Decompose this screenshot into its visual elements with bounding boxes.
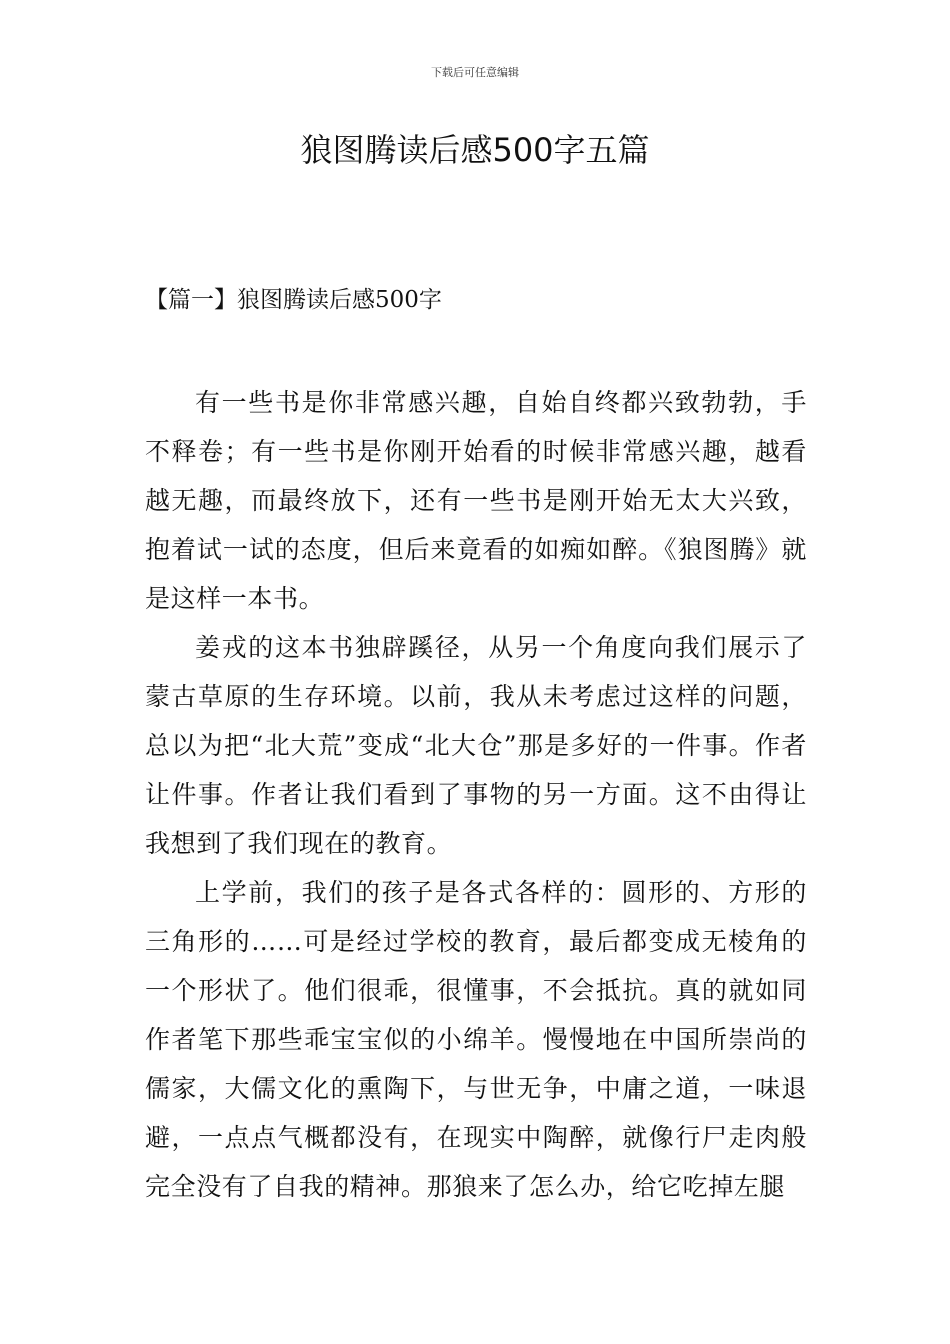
paragraph: 上学前，我们的孩子是各式各样的：圆形的、方形的三角形的……可是经过学校的教育，最后都变成无棱角的一个形状了。他们很乖，很懂事，不会抵抗。真的就如同作者笔下那些乖宝宝似的小绵羊。慢慢地在中国所崇尚的儒家，大儒文化的熏陶下，与世无争，中庸之道，一味退避，一点点气概都没有，在现实中陶醉，就像行尸走肉般完全没有了自我的精神。那狼来了怎么办，给它吃掉左腿 — [145, 878, 807, 1201]
document-title: 狼图腾读后感500字五篇 — [300, 131, 650, 169]
paragraph: 姜戎的这本书独辟蹊径，从另一个角度向我们展示了蒙古草原的生存环境。以前，我从未考虑过这样的问题，总以为把“北大荒”变成“北大仓”那是多好的一件事。作者让件事。作者让我们看到了事物的另一方面。这不由得让我想到了我们现在的教育。 — [145, 633, 807, 858]
body-text — [145, 378, 807, 1211]
page-header-note: 下载后可任意编辑 — [431, 66, 519, 79]
paragraph: 有一些书是你非常感兴趣，自始自终都兴致勃勃，手不释卷；有一些书是你刚开始看的时候非常感兴趣，越看越无趣，而最终放下，还有一些书是刚开始无太大兴致，抱着试一试的态度，但后来竟看的如痴如醉。《狼图腾》就是这样一本书。 — [145, 388, 807, 613]
section-heading: 【篇一】狼图腾读后感500字 — [145, 287, 442, 313]
